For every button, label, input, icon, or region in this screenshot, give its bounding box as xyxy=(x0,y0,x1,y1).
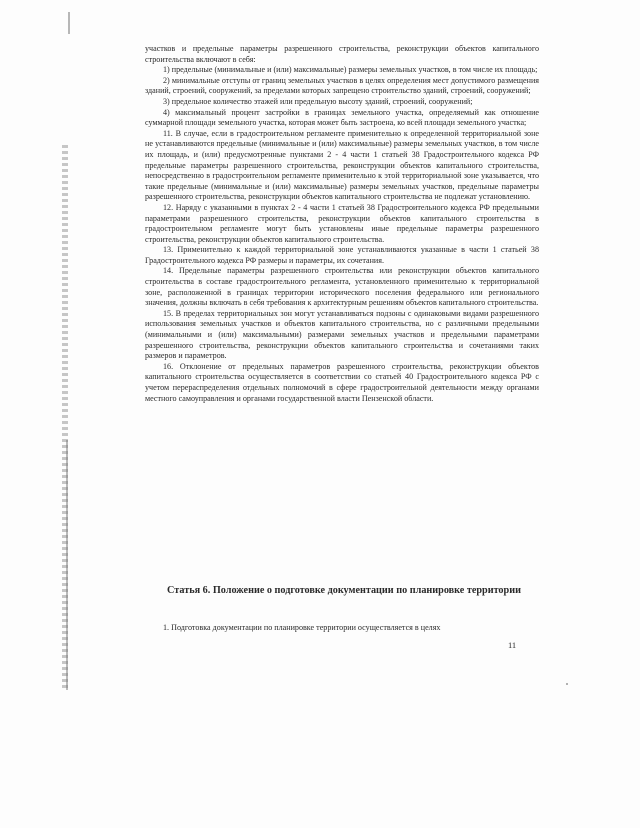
paragraph: 13. Применительно к каждой территориальной зоне устанавливаются указанные в части 1 статьей 38 Градостроительного кодекса РФ размеры и параметры, их сочетания. xyxy=(145,245,539,265)
paragraph: 16. Отклонение от предельных параметров разрешенного строительства, реконструкции объектов капитального строительства осуществляется в соответствии со статьей 40 Градостроительного кодекса РФ с учетом перераспределения отдельных полномочий в сфере градостроительной деятельности между органами местного самоуправления и органами государственной власти Пензенской области. xyxy=(145,361,539,403)
paragraph: 11. В случае, если в градостроительном регламенте применительно к определенной территориальной зоне не устанавливаются предельные (минимальные и (или) максимальные) размеры земельных участков, в том числе их площадь, и (или) предусмотренные пунктами 2 - 4 части 1 статьей 38 Градостроительного кодекса РФ предельные параметры разрешенного строительства, реконструкции объектов капитального строительства, непосредственно в градостроительном регламенте применительно к этой территориальной зоне указывается, что такие предельные (минимальные и (или) максимальные) размеры земельных участков, предельные параметры разрешенного строительства, реконструкции объектов капитального строительства не подлежат установлению. xyxy=(145,128,539,202)
paragraph: 1) предельные (минимальные и (или) максимальные) размеры земельных участков, в том числе их площадь; xyxy=(163,65,538,75)
scan-artifact xyxy=(566,683,568,685)
scan-artifact xyxy=(66,440,68,690)
body-text xyxy=(145,623,539,634)
paragraph: 14. Предельные параметры разрешенного строительства или реконструкции объектов капитального строительства в составе градостроительного регламента, установленного применительно к территориальной зоне, расположенной в границах территории исторического поселения федерального или регионального значения, должны включать в себя требования к архитектурным решениям объектов капитального строительства. xyxy=(145,266,539,308)
body-text xyxy=(145,44,539,404)
paragraph: участков и предельные параметры разрешенного строительства, реконструкции объектов капитального строительства включают в себя: xyxy=(145,44,539,64)
section-heading: Статья 6. Положение о подготовке документации по планировке территории xyxy=(167,585,521,596)
paragraph: 12. Наряду с указанными в пунктах 2 - 4 части 1 статьей 38 Градостроительного кодекса РФ предельными параметрами разрешенного строительства, реконструкции объектов капитального строительства в градостроительном регламенте могут быть установлены иные предельные параметры разрешенного строительства, реконструкции объектов капитального строительства. xyxy=(145,202,539,244)
paragraph: 15. В пределах территориальных зон могут устанавливаться подзоны с одинаковыми видами разрешенного использования земельных участков и объектов капитального строительства, но с различными предельными (минимальными и (или) максимальными) размерами земельных участков и предельными параметрами разрешенного строительства, реконструкции объектов капитального строительства и сочетаниями таких размеров и параметров. xyxy=(145,308,539,361)
scan-artifact xyxy=(68,12,70,34)
paragraph: 2) минимальные отступы от границ земельных участков в целях определения мест допустимого размещения зданий, строений, сооружений, за пределами которых запрещено строительство зданий, строений, сооружений; xyxy=(145,75,539,96)
paragraph: 1. Подготовка документации по планировке территории осуществляется в целях xyxy=(163,623,441,632)
paragraph: 4) максимальный процент застройки в границах земельного участка, определяемый как отношение суммарной площади земельного участка, которая может быть застроена, ко всей площади земельного участка; xyxy=(145,107,539,128)
paragraph: 3) предельное количество этажей или предельную высоту зданий, строений, сооружений; xyxy=(163,96,473,106)
page-number: 11 xyxy=(508,640,517,650)
